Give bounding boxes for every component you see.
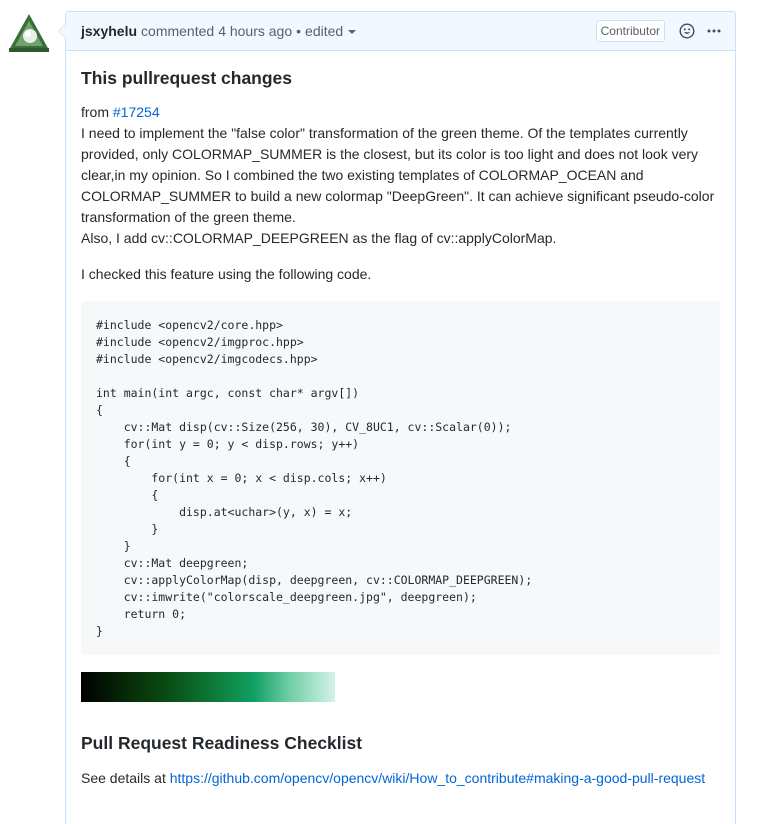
smiley-icon[interactable] [679,23,695,39]
comment-body [66,51,735,789]
avatar[interactable] [8,12,50,54]
wiki-link[interactable]: https://github.com/opencv/opencv/wiki/How_to_contribute#making-a-good-pull-request [169,770,706,786]
comment-header [66,12,735,51]
edited-label: edited [305,23,344,39]
from-line [81,102,720,123]
checked-text: I checked this feature using the following code. [81,266,372,282]
author-link[interactable]: jsxyhelu [81,23,138,39]
kebab-icon[interactable] [707,23,721,39]
from-prefix: from [81,104,113,120]
also-text: Also, I add cv::COLORMAP_DEEPGREEN as the flag of cv::applyColorMap. [81,230,557,246]
description-text: I need to implement the "false color" transformation of the green theme. Of the templates currently provided, only COLORMAP_SUMMER is the closest, but its color is too light and does not look very clear,in my opinion. So I combined the two existing templates of COLORMAP_OCEAN and COLORMAP_SUMMER to build a new colormap "DeepGreen". It can achieve significant pseudo-color transformation of the green theme. [81,125,715,225]
comment-timestamp[interactable]: 4 hours ago [218,23,293,39]
code-block: #include <opencv2/core.hpp> #include <opencv2/imgproc.hpp> #include <opencv2/imgcodecs.hpp> int main(int argc, const char* argv[]) { cv::Mat disp(cv::Size(256, 30), CV_8UC1, cv::Scalar(0)); for(int y = 0; y < disp.rows; y++) { for(int x = 0; x < disp.cols; x++) { disp.at<uchar>(y, x) = x; } } cv::Mat deepgreen; cv::applyColorMap(disp, deepgreen, cv::COLORMAP_DEEPGREEN); cv::imwrite("colorscale_deepgreen.jpg", deepgreen); return 0; } [81,301,720,655]
issue-link[interactable]: #17254 [112,104,160,120]
details-prefix: See details at [81,770,170,786]
edited-dropdown[interactable] [305,23,356,39]
contributor-badge: Contributor [596,20,665,42]
chevron-down-icon [348,30,356,34]
checklist-heading: Pull Request Readiness Checklist [81,733,363,753]
comment-box [65,11,736,824]
separator-dot: • [296,23,302,39]
comment-arrow [58,23,66,39]
comment-action: commented [141,23,215,39]
details-line [81,768,720,789]
colorscale-image [81,672,335,702]
section-heading: This pullrequest changes [81,68,293,88]
